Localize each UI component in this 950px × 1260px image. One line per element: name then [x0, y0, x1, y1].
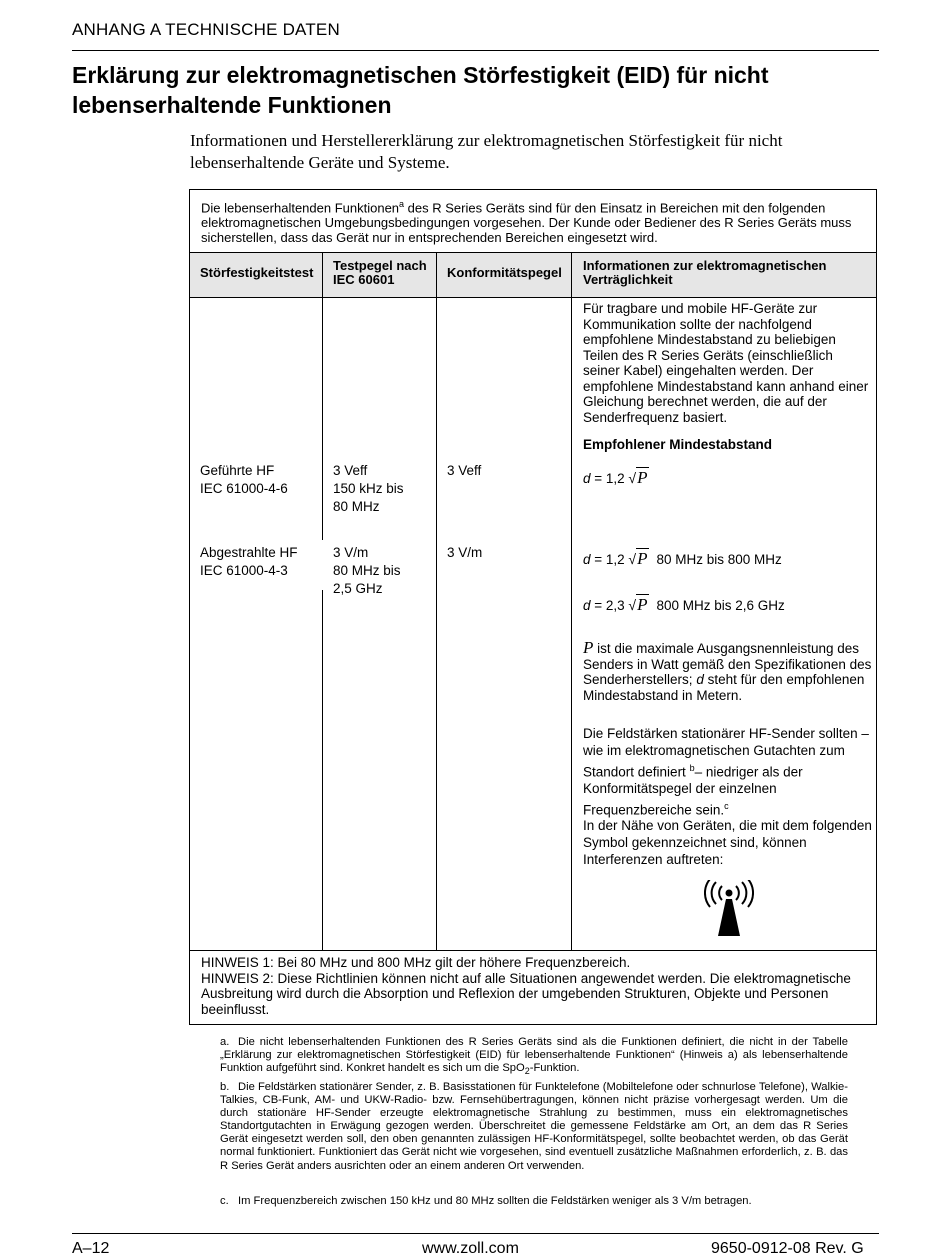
page-title: Erklärung zur elektromagnetischen Störfestigkeit (EID) für nicht lebenserhaltende Funktionen [72, 62, 769, 118]
row-radiated-test: Abgestrahlte HF IEC 61000-4-3 [200, 545, 298, 578]
row-radiated-level: 3 V/m 80 MHz bis 2,5 GHz [333, 545, 401, 596]
footnote-c: c. Im Frequenzbereich zwischen 150 kHz und 80 MHz sollten die Feldstärken weniger als 3 V/m betragen. [220, 1195, 752, 1207]
table-notes [201, 955, 869, 1017]
row-conducted-level: 3 Veff 150 kHz bis 80 MHz [333, 463, 404, 514]
notes-rule [190, 950, 876, 951]
note-1: HINWEIS 1: Bei 80 MHz und 800 MHz gilt der höhere Frequenzbereich. [201, 955, 631, 970]
header-rule [72, 50, 879, 51]
header-emc-info: Informationen zur elektromagnetischen Verträglichkeit [583, 258, 827, 287]
formula-2: d = 1,2 √P 80 MHz bis 800 MHz [583, 549, 782, 568]
column-divider [571, 252, 572, 950]
document-number: 9650-0912-08 Rev. G [711, 1240, 864, 1257]
header-test-level: Testpegel nach IEC 60601 [333, 258, 427, 287]
column-divider [322, 252, 323, 540]
info-paragraph-3: Die Feldstärken stationärer HF-Sender sollten – wie im elektromagnetischen Gutachten zum Standort definiert $^b$– niedriger als der Konformitätspegel der einzelnen Frequenzbereiche sein.$^c$ [583, 726, 869, 818]
footnote-a: a. Die nicht lebenserhaltenden Funktionen des R Series Geräts sind als die Funktionen definiert, die nicht in der Tabelle „Erklärung zur elektromagnetischen Störfestigkeit (EID) für lebenserhaltende Funktionen“ (Hinweis a) als lebenserhaltende Funktion aufgeführt sind. Konkret handelt es sich um die SpO$_2$-Funktion. [220, 1036, 848, 1077]
info-paragraph-2: P ist die maximale Ausgangsnennleistung des Senders in Watt gemäß den Spezifikationen des Senderherstellers; d steht für den empfohlenen Mindestabstand in Metern. [583, 638, 872, 703]
emc-table [189, 189, 877, 1025]
footnote-b: b. Die Feldstärken stationärer Sender, z. B. Basisstationen für Funktelefone (Mobiltelefone oder schnurlose Telefone), Walkie-Talkies, CB-Funk, AM- und UKW-Radio- bzw. Fernsehübertragungen, können nicht präzise vorhergesagt werden. Um die durch stationäre HF-Sender erzeugte elektromagnetische Strahlung zu bestimmen, muss ein elektromagnetisches Standortgutachten in Erwägung gezogen werden. Überschreitet die gemessene Feldstärke am Ort, an dem das R Series Gerät eingesetzt werden soll, den oben genannten zulässigen HF-Konformitätspegel, sollte beobachtet werden, ob das Gerät normal funktioniert. Funktioniert das Gerät nicht wie vorgesehen, sind eventuell zusätzliche Maßnahmen erforderlich, z. B. das R Series Gerät anders ausrichten oder an einem anderen Ort verwenden. [220, 1081, 848, 1172]
formula-3: d = 2,3 √P 800 MHz bis 2,6 GHz [583, 595, 785, 614]
info-paragraph-1: Für tragbare und mobile HF-Geräte zur Kommunikation sollte der nachfolgend empfohlene Mindestabstand zu beliebigen Teilen des R Series Geräts (einschließlich seiner Kabel) eingehalten werden. Der empfohlene Mindestabstand kann anhand einer Gleichung berechnet werden, die auf der Senderfrequenz basiert. [583, 301, 869, 425]
info-paragraph-4: In der Nähe von Geräten, die mit dem folgenden Symbol gekennzeichnet sind, können Interferenzen auftreten: [583, 818, 872, 867]
row-conducted-test: Geführte HF IEC 61000-4-6 [200, 463, 288, 496]
header-conformity: Konformitätspegel [447, 265, 562, 280]
page-number: A–12 [72, 1240, 110, 1257]
non-ionizing-radiation-icon [704, 880, 754, 940]
intro-paragraph: Informationen und Herstellererklärung zur elektromagnetischen Störfestigkeit für nicht lebenserhaltende Geräte und Systeme. [190, 131, 783, 172]
footer-rule [72, 1233, 879, 1234]
info-heading: Empfohlener Mindestabstand [583, 437, 773, 452]
formula-1: d = 1,2 √P [583, 468, 648, 487]
row-radiated-conformity: 3 V/m [447, 545, 483, 560]
row-conducted-conformity: 3 Veff [447, 463, 482, 478]
footer-url: www.zoll.com [422, 1240, 519, 1257]
header-test: Störfestigkeitstest [200, 265, 314, 280]
column-divider [322, 590, 323, 950]
note-2: HINWEIS 2: Diese Richtlinien können nicht auf alle Situationen angewendet werden. Die elektromagnetische Ausbreitung wird durch die Absorption und Reflexion der umgebenden Strukturen, Objekte und Personen beeinflusst. [201, 970, 851, 1017]
table-intro: Die lebenserhaltenden Funktionen$^a$ des R Series Geräts sind für den Einsatz in Bereichen mit den folgenden elektromagnetischen Umgebungsbedingungen vorgesehen. Der Kunde oder Bediener des R Series Geräts muss sicherstellen, dass das Gerät nur in entsprechenden Bereichen eingesetzt wird. [201, 199, 852, 246]
running-header: ANHANG A TECHNISCHE DATEN [72, 20, 340, 39]
column-divider [436, 252, 437, 950]
